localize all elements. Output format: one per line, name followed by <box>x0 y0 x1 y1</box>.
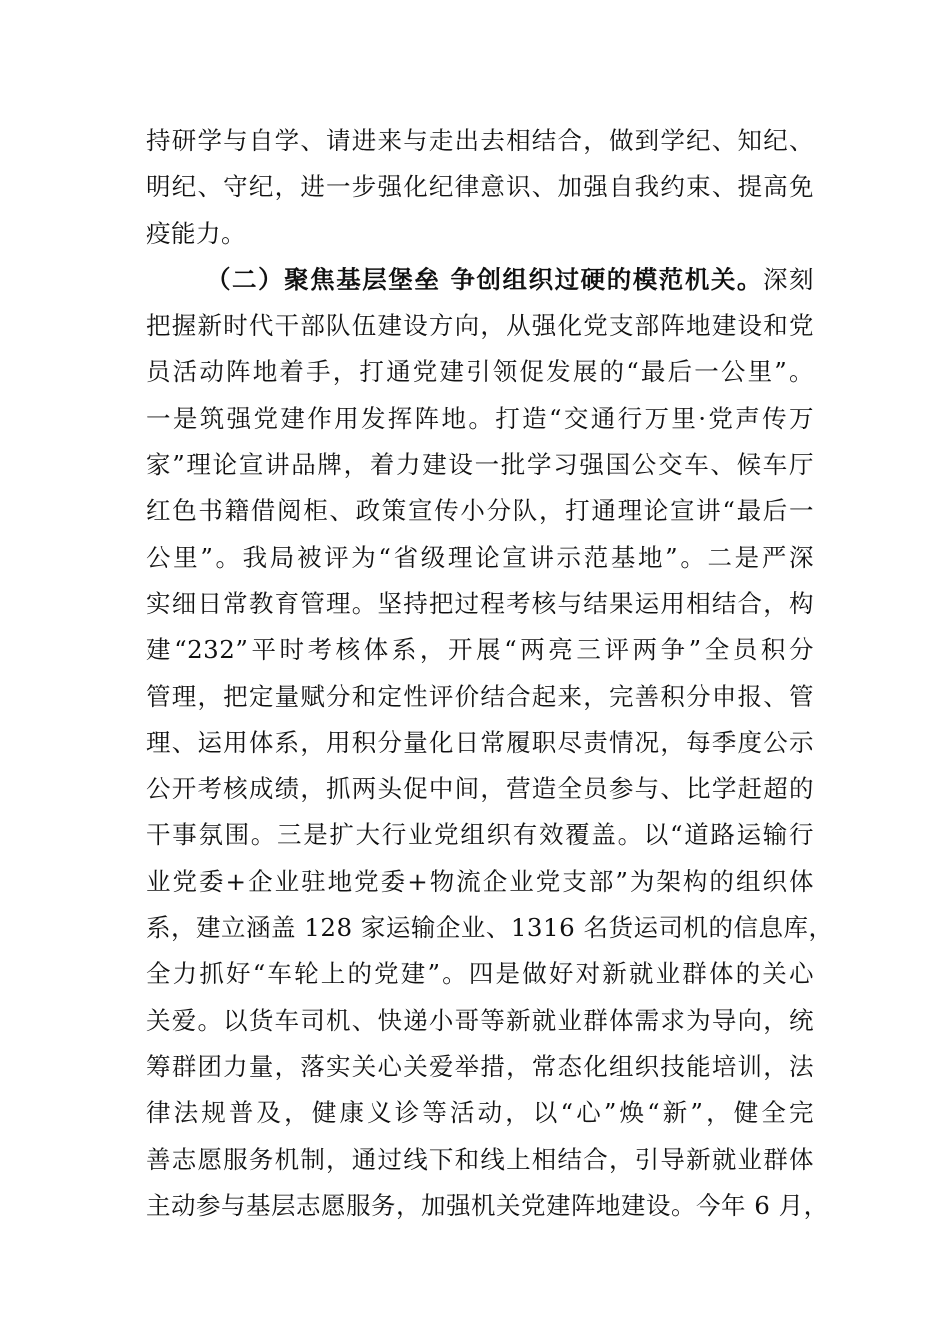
paragraph-2-line: 理、运用体系，用积分量化日常履职尽责情况，每季度公示 <box>146 727 814 757</box>
section-heading: （二）聚焦基层堡垒 争创组织过硬的模范机关。 <box>206 264 763 294</box>
paragraph-2-line: 筹群团力量，落实关心关爱举措，常态化组织技能培训，法 <box>146 1051 814 1081</box>
paragraph-1-line-1: 持研学与自学、请进来与走出去相结合，做到学纪、知纪、 <box>146 126 814 155</box>
paragraph-2-line: 业党委+企业驻地党委+物流企业党支部”为架构的组织体 <box>146 866 814 896</box>
paragraph-2-line: 红色书籍借阅柜、政策宣传小分队，打通理论宣讲“最后一 <box>146 496 814 526</box>
paragraph-2-line: 善志愿服务机制，通过线下和线上相结合，引导新就业群体 <box>146 1144 814 1174</box>
paragraph-1-line-3: 疫能力。 <box>146 218 246 248</box>
paragraph-2-line: 公里”。我局被评为“省级理论宣讲示范基地”。二是严深 <box>146 542 814 572</box>
paragraph-2-line: 实细日常教育管理。坚持把过程考核与结果运用相结合，构 <box>146 588 814 618</box>
paragraph-1-line-2: 明纪、守纪，进一步强化纪律意识、加强自我约束、提高免 <box>146 172 814 202</box>
paragraph-2-line: 关爱。以货车司机、快递小哥等新就业群体需求为导向，统 <box>146 1005 814 1035</box>
paragraph-2-line: 律法规普及，健康义诊等活动，以“心”焕“新”，健全完 <box>146 1098 814 1128</box>
paragraph-2-line: 主动参与基层志愿服务，加强机关党建阵地建设。今年 6 月， <box>146 1190 829 1220</box>
paragraph-2-line: 公开考核成绩，抓两头促中间，营造全员参与、比学赶超的 <box>146 774 814 804</box>
document-body <box>146 118 834 1229</box>
paragraph-2-line-1 <box>146 257 814 303</box>
paragraph-2-line-1-rest: 深刻 <box>762 264 815 294</box>
paragraph-2-line: 系，建立涵盖 128 家运输企业、1316 名货运司机的信息库， <box>146 913 834 943</box>
paragraph-2-line: 干事氛围。三是扩大行业党组织有效覆盖。以“道路运输行 <box>146 820 814 850</box>
paragraph-2-line: 一是筑强党建作用发挥阵地。打造“交通行万里·党声传万 <box>146 403 814 433</box>
paragraph-2-line: 家”理论宣讲品牌，着力建设一批学习强国公交车、候车厅 <box>146 450 814 480</box>
paragraph-2-line: 把握新时代干部队伍建设方向，从强化党支部阵地建设和党 <box>146 311 814 341</box>
paragraph-2-line: 全力抓好“车轮上的党建”。四是做好对新就业群体的关心 <box>146 959 814 989</box>
paragraph-2-line: 建“232”平时考核体系，开展“两亮三评两争”全员积分 <box>146 635 814 665</box>
paragraph-2-line: 员活动阵地着手，打通党建引领促发展的“最后一公里”。 <box>146 357 814 387</box>
paragraph-2-line: 管理，把定量赋分和定性评价结合起来，完善积分申报、管 <box>146 681 814 711</box>
